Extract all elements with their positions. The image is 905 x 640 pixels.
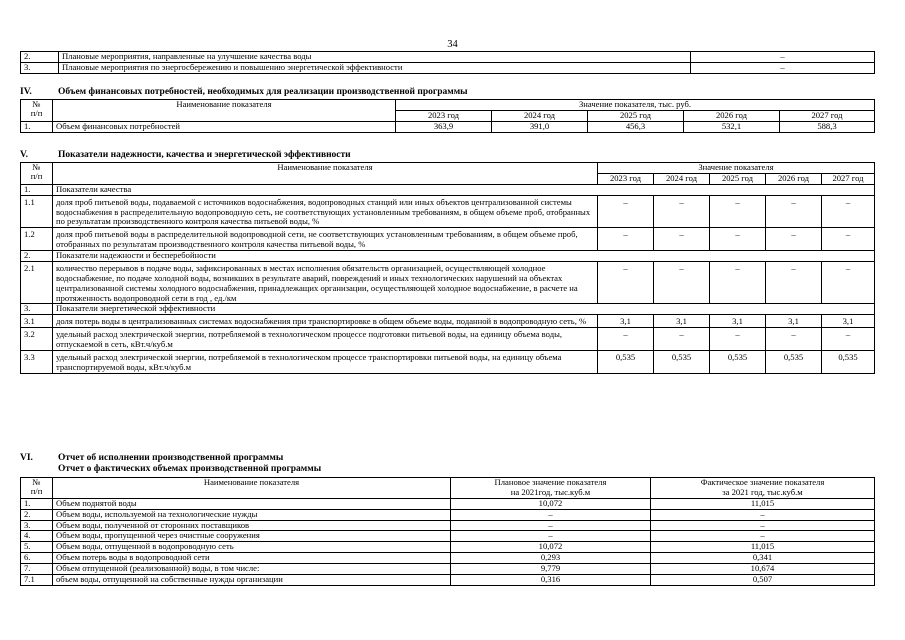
- row-number: 2.: [21, 509, 53, 520]
- row-value: –: [766, 261, 822, 304]
- row-name: Объем потерь воды в водопроводной сети: [53, 553, 451, 564]
- row-number: 2.1: [21, 261, 53, 304]
- row-number: 4.: [21, 531, 53, 542]
- section-6-title: Отчет об исполнении производственной программы: [58, 453, 284, 463]
- row-number: 7.: [21, 564, 53, 575]
- row-value: –: [691, 62, 875, 73]
- row-plan-value: –: [451, 531, 651, 542]
- row-fact-value: 11,015: [651, 498, 875, 509]
- row-value: –: [654, 261, 710, 304]
- row-plan-value: 10,072: [451, 498, 651, 509]
- row-number: 2.: [21, 52, 59, 63]
- column-header-fact: Фактическое значение показателя за 2021 год, тыс.куб.м: [651, 478, 875, 499]
- year-header: 2026 год: [766, 173, 822, 184]
- table-row: [21, 228, 875, 251]
- year-header: 2026 год: [684, 110, 780, 121]
- row-value: 3,1: [598, 315, 654, 328]
- row-value: –: [822, 328, 875, 351]
- row-number: 6.: [21, 553, 53, 564]
- production-report-table: [20, 477, 875, 586]
- financial-needs-table: [20, 99, 875, 133]
- table-row: [21, 121, 875, 132]
- row-number: 1.: [21, 121, 53, 132]
- row-plan-value: –: [451, 509, 651, 520]
- row-name: Объем воды, отпущенной в водопроводную сеть: [53, 542, 451, 553]
- row-value: –: [710, 261, 766, 304]
- row-fact-value: –: [651, 531, 875, 542]
- quality-indicators-table: [20, 162, 875, 374]
- row-fact-value: 0,507: [651, 574, 875, 585]
- table-row: [21, 542, 875, 553]
- row-number: 3.1: [21, 315, 53, 328]
- row-fact-value: –: [651, 509, 875, 520]
- table-row: [21, 531, 875, 542]
- row-name: Объем воды, полученной от сторонних поставщиков: [53, 520, 451, 531]
- row-value: –: [598, 195, 654, 228]
- page-number: 34: [447, 39, 458, 50]
- row-value: 456,3: [588, 121, 684, 132]
- row-value: –: [766, 228, 822, 251]
- row-name: Объем финансовых потребностей: [53, 121, 396, 132]
- year-header: 2027 год: [780, 110, 875, 121]
- row-plan-value: 10,072: [451, 542, 651, 553]
- row-number: 1.: [21, 184, 53, 195]
- row-name: объем воды, отпущенной на собственные нужды организации: [53, 574, 451, 585]
- row-value: 588,3: [780, 121, 875, 132]
- year-header: 2023 год: [396, 110, 492, 121]
- row-name: Показатели надежности и бесперебойности: [53, 251, 875, 262]
- row-name: Плановые мероприятия, направленные на улучшение качества воды: [59, 52, 691, 63]
- row-name: доля проб питьевой воды в распределительной водопроводной сети, не соответствующих установленным требованиям, в общем объеме проб, отобранных по результатам производственного контроля качества питьевой воды, %: [53, 228, 598, 251]
- row-name: Объем воды, используемой на технологические нужды: [53, 509, 451, 520]
- column-header-name: Наименование показателя: [53, 478, 451, 499]
- year-header: 2025 год: [588, 110, 684, 121]
- row-name: Плановые мероприятия по энергосбережению и повышению энергетической эффективности: [59, 62, 691, 73]
- row-name: Объем отпущенной (реализованной) воды, в том числе:: [53, 564, 451, 575]
- group-row: [21, 251, 875, 262]
- section-6-heading: [20, 453, 283, 464]
- table-row: [21, 62, 875, 73]
- row-value: –: [598, 228, 654, 251]
- row-value: –: [654, 328, 710, 351]
- section-4-heading: [20, 87, 468, 98]
- section-6-subtitle: Отчет о фактических объемах производственной программы: [58, 464, 322, 474]
- row-value: –: [710, 328, 766, 351]
- row-number: 3.3: [21, 350, 53, 373]
- row-number: 3.: [21, 62, 59, 73]
- row-value: 3,1: [822, 315, 875, 328]
- table-row: [21, 328, 875, 351]
- row-value: 391,0: [492, 121, 588, 132]
- row-value: –: [766, 195, 822, 228]
- section-5-heading: [20, 150, 351, 161]
- row-value: 3,1: [766, 315, 822, 328]
- section-4-title: Объем финансовых потребностей, необходимых для реализации производственной программы: [58, 87, 468, 97]
- table-row: [21, 52, 875, 63]
- row-plan-value: 9,779: [451, 564, 651, 575]
- column-header-name: Наименование показателя: [53, 100, 396, 122]
- row-value: –: [822, 195, 875, 228]
- row-value: 0,535: [710, 350, 766, 373]
- table-row: [21, 574, 875, 585]
- section-4-number: IV.: [20, 87, 32, 97]
- table-row: [21, 315, 875, 328]
- row-number: 1.1: [21, 195, 53, 228]
- column-header-value: Значение показателя, тыс. руб.: [396, 100, 875, 111]
- row-plan-value: 0,293: [451, 553, 651, 564]
- row-plan-value: –: [451, 520, 651, 531]
- year-header: 2025 год: [710, 173, 766, 184]
- row-plan-value: 0,316: [451, 574, 651, 585]
- row-value: –: [766, 328, 822, 351]
- row-value: –: [654, 195, 710, 228]
- row-value: 0,535: [822, 350, 875, 373]
- column-header-value: Значение показателя: [598, 163, 875, 174]
- row-number: 1.2: [21, 228, 53, 251]
- row-fact-value: 10,674: [651, 564, 875, 575]
- row-number: 2.: [21, 251, 53, 262]
- row-name: удельный расход электрической энергии, потребляемой в технологическом процессе транспортировки питьевой воды, на единицу объема транспортируемой воды, кВт.ч/куб.м: [53, 350, 598, 373]
- row-number: 1.: [21, 498, 53, 509]
- row-name: доля проб питьевой воды, подаваемой с источников водоснабжения, водопроводных станций или иных объектов централизованной системы водоснабжения в распределительную водопроводную сеть, не соответствующих установленным требованиям, в общем объеме проб, отобранных по результатам производственного контроля качества питьевой воды, %: [53, 195, 598, 228]
- row-value: 363,9: [396, 121, 492, 132]
- row-name: Показатели качества: [53, 184, 875, 195]
- top-plan-table: [20, 51, 875, 74]
- section-6-number: VI.: [20, 453, 33, 463]
- row-value: –: [598, 328, 654, 351]
- column-header-name: Наименование показателя: [53, 163, 598, 185]
- row-value: –: [654, 228, 710, 251]
- column-header-number: № п/п: [21, 478, 53, 499]
- year-header: 2024 год: [654, 173, 710, 184]
- row-name: Объем поднятой воды: [53, 498, 451, 509]
- row-name: количество перерывов в подаче воды, зафиксированных в местах исполнения обязательств организацией, осуществляющей холодное водоснабжение, по подаче холодной воды, возникших в результате аварий, повреждений и иных технологических нарушений на объектах централизованной системы холодного водоснабжения, принадлежащих организации, осуществляющей холодное водоснабжение, в расчете на протяженность водопроводной сети в год , ед./км: [53, 261, 598, 304]
- row-fact-value: –: [651, 520, 875, 531]
- column-header-plan: Плановое значение показателя на 2021год, тыс.куб.м: [451, 478, 651, 499]
- row-number: 3.: [21, 520, 53, 531]
- row-name: Объем воды, пропущенной через очистные сооружения: [53, 531, 451, 542]
- row-number: 5.: [21, 542, 53, 553]
- row-number: 3.: [21, 304, 53, 315]
- row-value: 3,1: [654, 315, 710, 328]
- column-header-number: № п/п: [21, 100, 53, 122]
- table-row: [21, 195, 875, 228]
- row-value: –: [710, 228, 766, 251]
- table-row: [21, 520, 875, 531]
- table-row: [21, 564, 875, 575]
- table-row: [21, 498, 875, 509]
- table-row: [21, 350, 875, 373]
- section-5-title: Показатели надежности, качества и энергетической эффективности: [58, 150, 351, 160]
- row-name: Показатели энергетической эффективности: [53, 304, 875, 315]
- row-value: 0,535: [598, 350, 654, 373]
- year-header: 2027 год: [822, 173, 875, 184]
- row-value: –: [822, 228, 875, 251]
- row-value: 0,535: [766, 350, 822, 373]
- table-row: [21, 509, 875, 520]
- row-fact-value: 11,015: [651, 542, 875, 553]
- table-row: [21, 261, 875, 304]
- row-value: –: [710, 195, 766, 228]
- row-fact-value: 0,341: [651, 553, 875, 564]
- row-value: –: [822, 261, 875, 304]
- year-header: 2023 год: [598, 173, 654, 184]
- row-name: удельный расход электрической энергии, потребляемой в технологическом процессе подготовки питьевой воды, на единицу объема воды, отпускаемой в сеть, кВт.ч/куб.м: [53, 328, 598, 351]
- column-header-number: № п/п: [21, 163, 53, 185]
- row-value: 3,1: [710, 315, 766, 328]
- group-row: [21, 184, 875, 195]
- row-number: 7.1: [21, 574, 53, 585]
- table-row: [21, 553, 875, 564]
- group-row: [21, 304, 875, 315]
- row-value: –: [691, 52, 875, 63]
- row-number: 3.2: [21, 328, 53, 351]
- row-value: –: [598, 261, 654, 304]
- row-name: доля потерь воды в централизованных системах водоснабжения при транспортировке в общем объеме воды, поданной в водопроводную сеть, %: [53, 315, 598, 328]
- section-5-number: V.: [20, 150, 29, 160]
- year-header: 2024 год: [492, 110, 588, 121]
- row-value: 532,1: [684, 121, 780, 132]
- row-value: 0,535: [654, 350, 710, 373]
